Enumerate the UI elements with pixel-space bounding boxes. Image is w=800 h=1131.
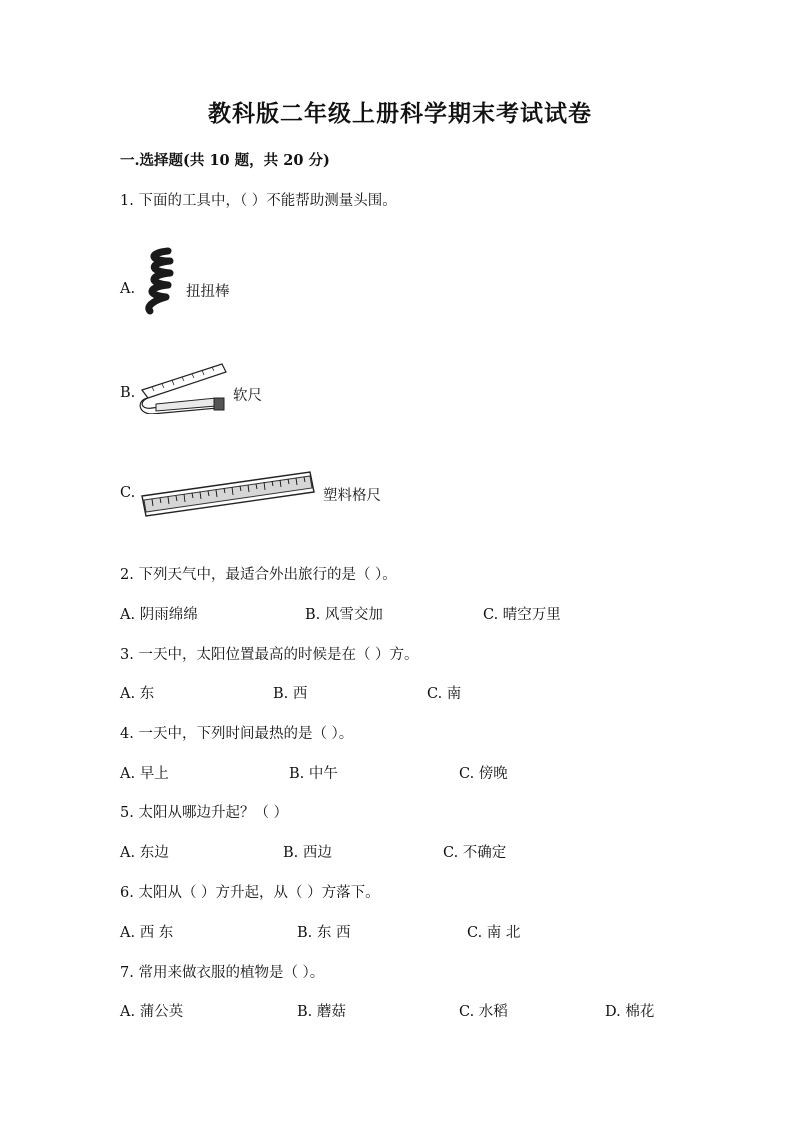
q1-option-b-letter: B.	[120, 385, 136, 401]
question-7-stem: 7. 常用来做衣服的植物是（ ）。	[120, 965, 325, 981]
q5-option-b: B. 西边	[283, 845, 332, 861]
q5-option-a: A. 东边	[120, 845, 169, 861]
q6-option-c: C. 南 北	[467, 925, 521, 941]
q3-option-c: C. 南	[427, 686, 462, 702]
q7-option-d: D. 棉花	[605, 1004, 655, 1020]
q2-option-a: A. 阴雨绵绵	[120, 607, 198, 623]
question-3-stem: 3. 一天中，太阳位置最高的时候是在（ ）方。	[120, 647, 419, 663]
q4-option-c: C. 傍晚	[459, 766, 508, 782]
plastic-ruler-icon	[140, 466, 316, 518]
q6-option-a: A. 西 东	[120, 925, 174, 941]
question-1-stem: 1. 下面的工具中，（ ）不能帮助测量头围。	[120, 193, 397, 209]
q4-option-a: A. 早上	[120, 766, 169, 782]
section-heading: 一.选择题(共 10 题，共 20 分)	[120, 152, 330, 169]
tape-measure-icon	[138, 360, 228, 414]
q1-option-c-text: 塑料格尺	[323, 488, 381, 504]
question-2-stem: 2. 下列天气中，最适合外出旅行的是（ ）。	[120, 567, 397, 583]
q1-option-c-letter: C.	[120, 485, 136, 501]
q1-option-a-text: 扭扭棒	[186, 284, 230, 300]
question-6-stem: 6. 太阳从（ ）方升起，从（ ）方落下。	[120, 885, 380, 901]
q7-option-b: B. 蘑菇	[297, 1004, 346, 1020]
question-4-stem: 4. 一天中，下列时间最热的是（ ）。	[120, 726, 354, 742]
q5-option-c: C. 不确定	[443, 845, 507, 861]
q6-option-b: B. 东 西	[297, 925, 351, 941]
twist-stick-icon	[140, 247, 180, 315]
q1-option-a-letter: A.	[120, 281, 136, 297]
q4-option-b: B. 中午	[289, 766, 338, 782]
q3-option-b: B. 西	[273, 686, 308, 702]
question-5-stem: 5. 太阳从哪边升起？（ ）	[120, 805, 289, 821]
q1-option-b-text: 软尺	[233, 388, 262, 404]
page-title: 教科版二年级上册科学期末考试试卷	[208, 100, 592, 127]
q7-option-a: A. 蒲公英	[120, 1004, 184, 1020]
q3-option-a: A. 东	[120, 686, 155, 702]
q2-option-c: C. 晴空万里	[483, 607, 561, 623]
q2-option-b: B. 风雪交加	[305, 607, 383, 623]
q7-option-c: C. 水稻	[459, 1004, 508, 1020]
